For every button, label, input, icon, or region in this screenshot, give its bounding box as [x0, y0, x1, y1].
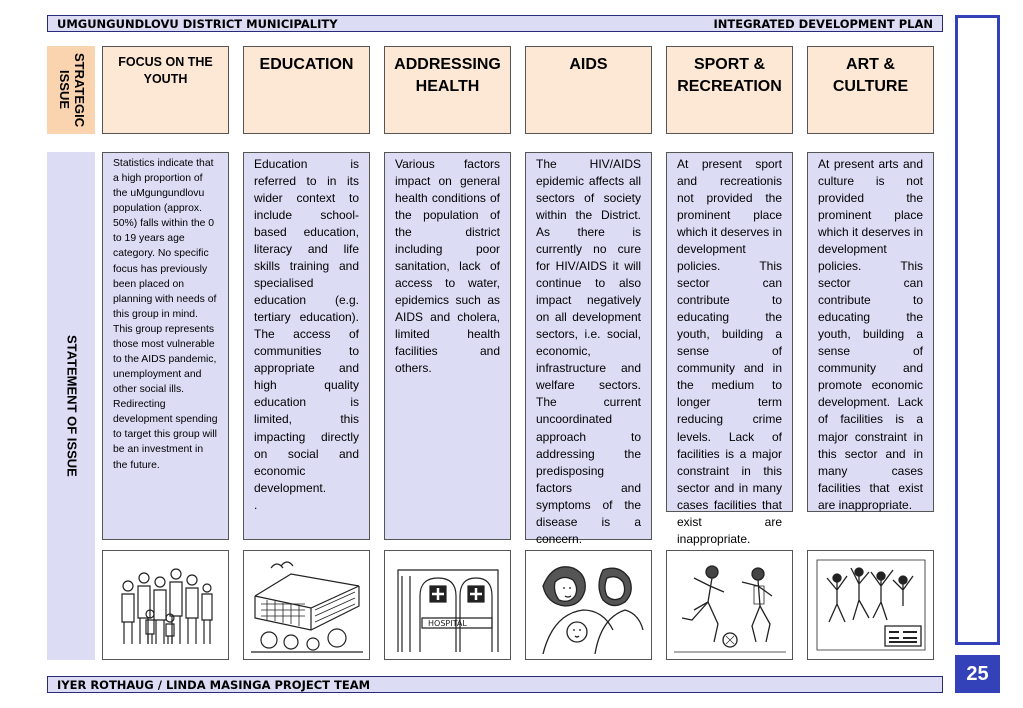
right-margin-frame — [955, 15, 1000, 645]
heading-education: EDUCATION — [243, 46, 370, 134]
strategic-issue-label — [47, 46, 95, 134]
school-buildings-illustration — [243, 550, 370, 660]
page-number: 25 — [955, 655, 1000, 693]
heading-sport-recreation: SPORT & RECREATION — [666, 46, 793, 134]
statement-aids: The HIV/AIDS epidemic affects all sectors of society within the District. As there is currently no cure for HIV/AIDS it will continue to also impact negatively on all development sectors, i.e. social, economic, infrastructure and welfare sectors. The current uncoordinated approach to addressing the predisposing factors and symptoms of the disease is a concern. — [525, 152, 652, 540]
statement-art-culture: At present arts and culture is not provided the prominent place which it deserves in development policies. This sector can contribute to educating the youth, building a sense of community and promote economic development. Lack of facilities is a major constraint in this sector and in many cases facilities that exist are inappropriate. — [807, 152, 934, 512]
statement-addressing-health: Various factors impact on general health conditions of the population of the district including poor sanitation, lack of access to water, epidemics such as AIDS and cholera, limited health facilities and others. — [384, 152, 511, 540]
dancers-illustration — [807, 550, 934, 660]
statement-focus-on-youth: Statistics indicate that a high proportion of the uMgungundlovu population (approx. 50%) falls within the 0 to 19 years age category. No specific focus has previously been placed on planning with needs of this group in mind. This group represents those most vulnerable to the AIDS pandemic, unemployment and other social ills. Redirecting development spending to target this group will be an investment in the future. — [102, 152, 229, 540]
statement-education-text: Education is referred to in its wider context to include school-based education, literacy and life skills training and specialised education (e.g. tertiary education). The access of communities to appropriate and high quality education is limited, this impacting directly on social and economic development. — [254, 157, 359, 495]
mother-and-child-illustration — [525, 550, 652, 660]
statement-education-trailing: . — [254, 497, 258, 512]
project-team-text: IYER ROTHAUG / LINDA MASINGA PROJECT TEAM — [57, 677, 371, 692]
statement-of-issue-text: STATEMENT OF ISSUE — [64, 335, 80, 477]
municipality-title: UMGUNGUNDLOVU DISTRICT MUNICIPALITY — [57, 16, 338, 31]
heading-focus-on-youth: FOCUS ON THE YOUTH — [102, 46, 229, 134]
svg-text:HOSPITAL: HOSPITAL — [427, 619, 467, 628]
heading-art-culture: ART & CULTURE — [807, 46, 934, 134]
document-header — [47, 15, 943, 32]
statement-education — [243, 152, 370, 540]
statement-sport-recreation: At present sport and recreationis not provided the prominent place which it deserves in development policies. This sector can contribute to educating the youth, building a sense of community and in the medium to longer term reducing crime levels. Lack of facilities is a major constraint in this sector and in many cases facilities that exist are inappropriate. — [666, 152, 793, 512]
heading-aids: AIDS — [525, 46, 652, 134]
youth-group-illustration — [102, 550, 229, 660]
statement-of-issue-label — [47, 152, 95, 660]
heading-addressing-health: ADDRESSING HEALTH — [384, 46, 511, 134]
plan-title: INTEGRATED DEVELOPMENT PLAN — [713, 16, 933, 31]
hospital-illustration — [384, 550, 511, 660]
strategic-issue-text: STRATEGIC ISSUE — [57, 52, 87, 128]
document-footer — [47, 676, 943, 693]
soccer-players-illustration — [666, 550, 793, 660]
